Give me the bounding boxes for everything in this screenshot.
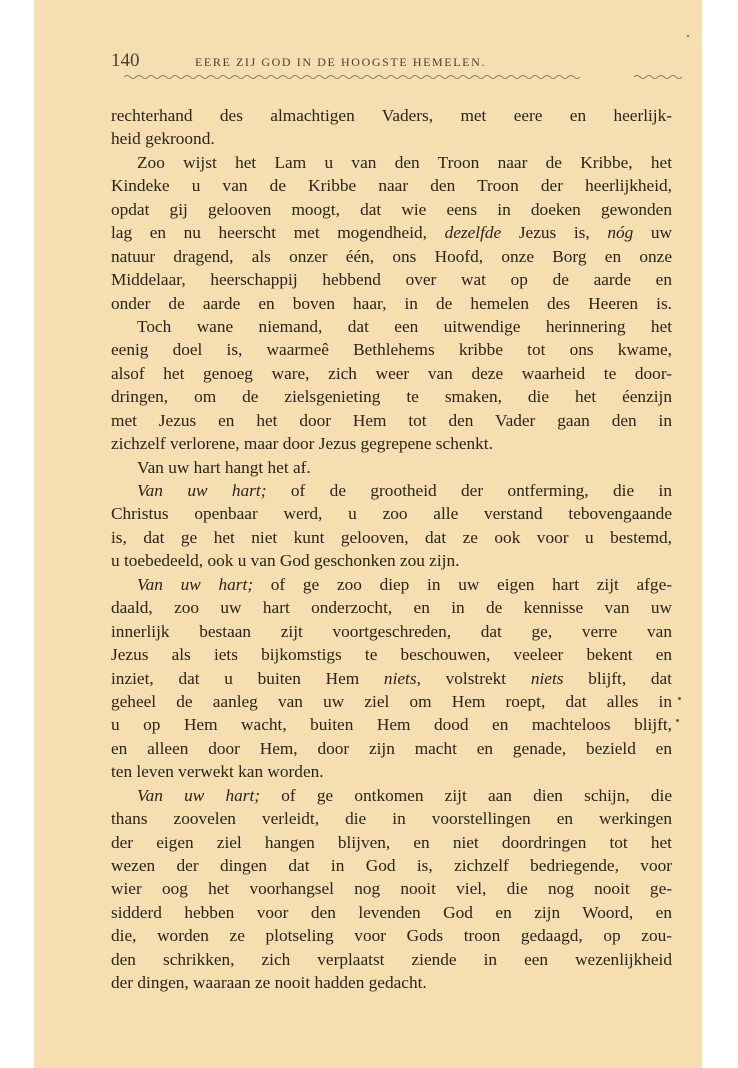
- text-line: sidderd hebben voor den levenden God en zijn Woord, en: [111, 902, 672, 922]
- text-line: met Jezus en het door Hem tot den Vader gaan den in: [111, 410, 672, 430]
- text-line: Christus openbaar werd, u zoo alle verstand tebovengaande: [111, 504, 672, 524]
- text-line: wier oog het voorhangsel nog nooit viel, die nog nooit ge-: [111, 879, 672, 899]
- text-line: Toch wane niemand, dat een uitwendige herinnering het: [137, 316, 672, 336]
- margin-speck: [678, 697, 681, 700]
- emphasis: niets: [383, 668, 417, 688]
- text-line: die, worden ze plotseling voor Gods troon gedaagd, op zou-: [111, 926, 672, 946]
- text-line: thans zoovelen verleidt, die in voorstellingen en werkingen: [111, 809, 672, 829]
- emphasis: Van uw hart;: [137, 785, 261, 805]
- text-line: Middelaar, heerschappij hebbend over wat op de aarde en: [111, 270, 672, 290]
- text-line: inziet, dat u buiten Hem niets, volstrekt niets blijft, dat: [111, 668, 672, 688]
- text-line: Jezus als iets bijkomstigs te beschouwen, veeleer bekent en: [111, 645, 672, 665]
- text-line: ten leven verwekt kan worden.: [111, 762, 324, 782]
- running-title: EERE ZIJ GOD IN DE HOOGSTE HEMELEN.: [195, 55, 486, 69]
- margin-speck: [676, 719, 679, 722]
- emphasis: Van uw hart;: [137, 481, 267, 500]
- text-line: zichzelf verlorene, maar door Jezus gegrepene schenkt.: [111, 434, 493, 454]
- text-line: der dingen, waaraan ze nooit hadden gedacht.: [111, 973, 427, 993]
- text-line: Zoo wijst het Lam u van den Troon naar de Kribbe, het: [137, 152, 672, 172]
- text-line: onder de aarde en boven haar, in de hemelen des Heeren is.: [111, 293, 672, 313]
- emphasis: nóg: [607, 223, 634, 243]
- text-line: u op Hem wacht, buiten Hem dood en machteloos blijft,: [111, 715, 672, 735]
- text-line: Van uw hart hangt het af.: [137, 457, 311, 477]
- emphasis: niets: [530, 668, 564, 688]
- page-number: 140: [111, 50, 140, 71]
- page-body: [111, 104, 672, 995]
- text-line: is, dat ge het niet kunt gelooven, dat ze ook voor u bestemd,: [111, 527, 672, 547]
- text-line: opdat gij gelooven moogt, dat wie eens in doeken gewonden: [111, 199, 672, 219]
- text-line: daald, zoo uw hart onderzocht, en in de kennisse van uw: [111, 598, 672, 618]
- margin-speck: [687, 35, 689, 37]
- text-line: alsof het genoeg ware, zich weer van deze waarheid te door-: [111, 363, 672, 383]
- emphasis: dezelfde: [444, 223, 502, 243]
- text-line: den schrikken, zich verplaatst ziende in een wezenlijkheid: [111, 949, 672, 969]
- text-line: heid gekroond.: [111, 129, 215, 149]
- text-line: eenig doel is, waarmeê Bethlehems kribbe tot ons kwame,: [111, 340, 672, 360]
- text-line: lag en nu heerscht met mogendheid, dezelfde Jezus is, nóg uw: [111, 223, 672, 243]
- text-line: innerlijk bestaan zijt voortgeschreden, dat ge, verre van: [111, 621, 672, 641]
- text-line: der eigen ziel hangen blijven, en niet doordringen tot het: [111, 832, 672, 852]
- text-line: Van uw hart; of ge ontkomen zijt aan dien schijn, die: [137, 785, 673, 805]
- text-line: dringen, om de zielsgenieting te smaken, die het éenzijn: [111, 387, 672, 407]
- text-line: rechterhand des almachtigen Vaders, met eere en heerlijk-: [111, 106, 672, 125]
- text-line: wezen der dingen dat in God is, zichzelf bedriegende, voor: [111, 856, 672, 875]
- header-ornamental-rule: [124, 72, 684, 82]
- page-header: [111, 50, 591, 70]
- text-line: natuur dragend, als onzer één, ons Hoofd, onze Borg en onze: [111, 246, 672, 266]
- text-line: u toebedeeld, ook u van God geschonken zou zijn.: [111, 551, 460, 571]
- text-line: geheel de aanleg van uw ziel om Hem roept, dat alles in: [111, 691, 672, 711]
- text-line: Van uw hart; of de grootheid der ontferming, die in: [137, 481, 672, 500]
- text-line: Van uw hart; of ge zoo diep in uw eigen hart zijt afge-: [137, 574, 673, 594]
- emphasis: Van uw hart;: [137, 574, 254, 594]
- text-line: Kindeke u van de Kribbe naar den Troon der heerlijkheid,: [111, 176, 672, 196]
- text-line: en alleen door Hem, door zijn macht en genade, bezield en: [111, 738, 672, 758]
